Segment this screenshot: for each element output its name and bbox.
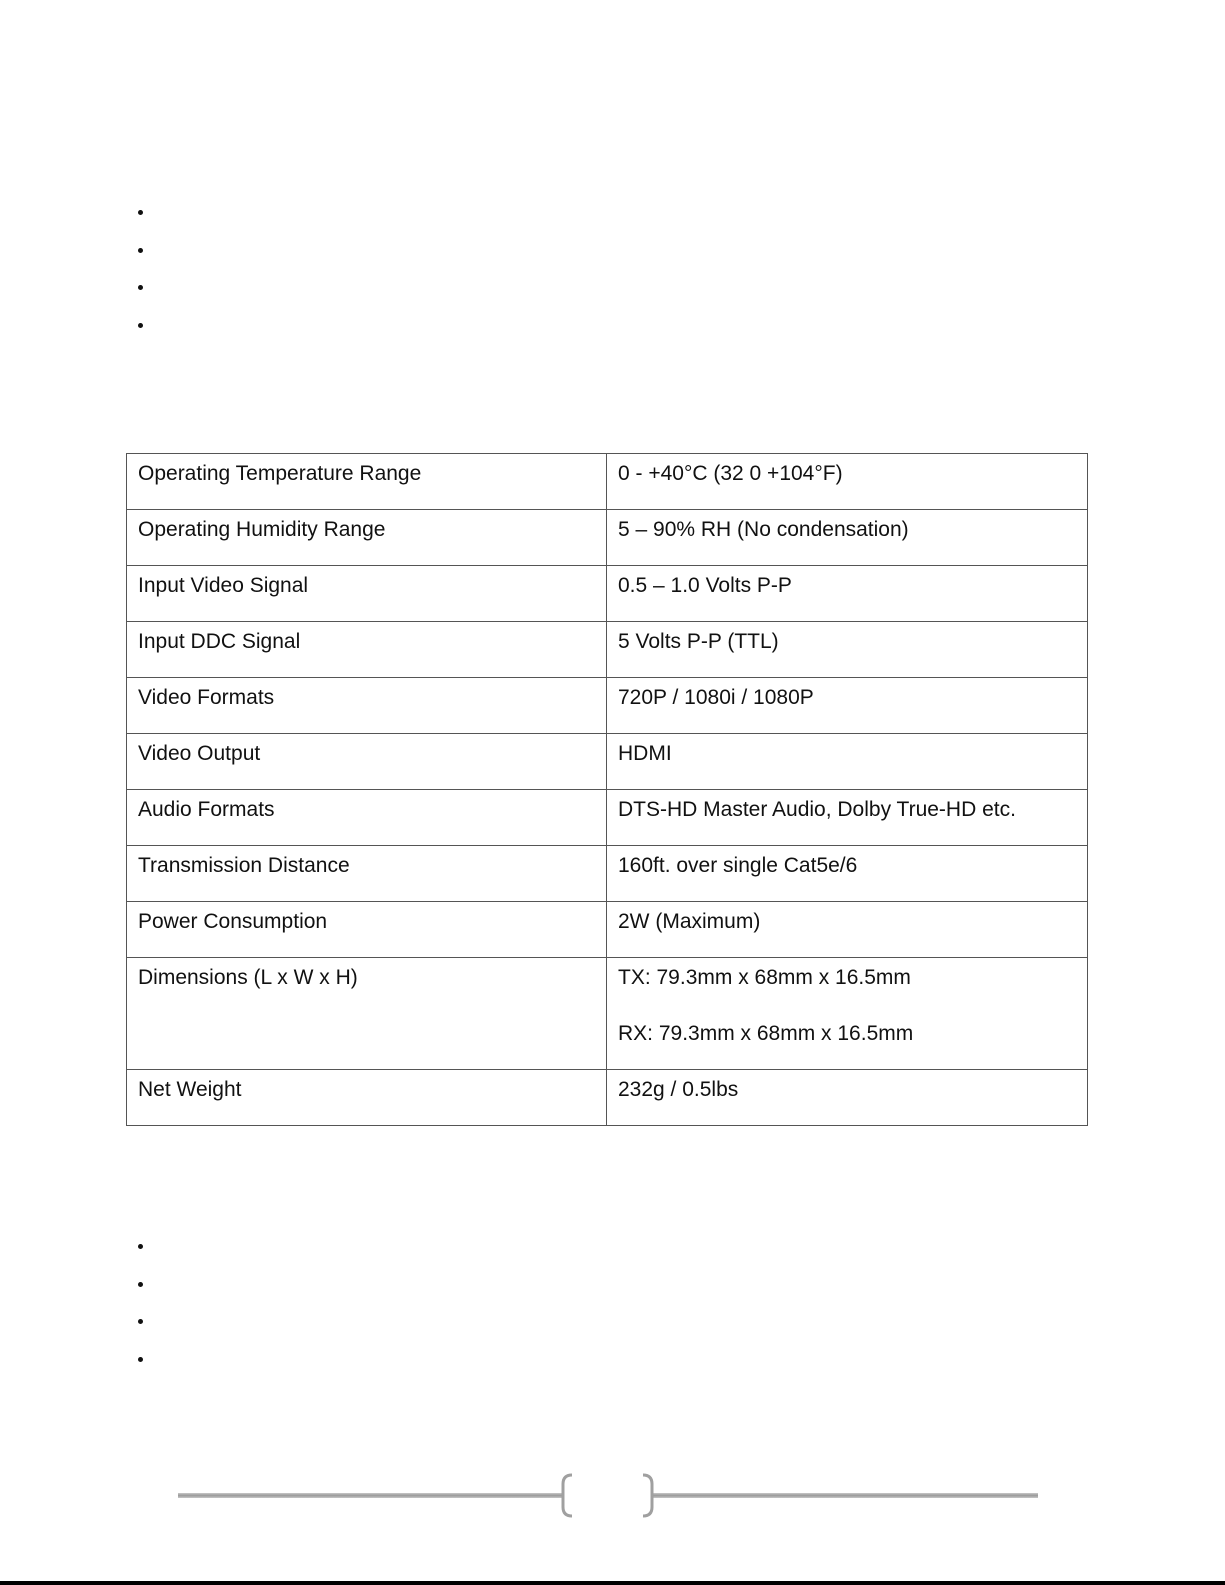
page-footer: [0, 1470, 1225, 1530]
footer-rule-right: [652, 1493, 1038, 1498]
spec-label: Power Consumption: [127, 902, 607, 958]
footer-graphic: [0, 1470, 1225, 1530]
bullet-dot: [138, 1244, 143, 1249]
table-row: [127, 958, 1088, 1070]
bullet-dot: [138, 248, 143, 253]
bullet-dot: [138, 1282, 143, 1287]
specifications-table: [126, 453, 1088, 1126]
list-item: [138, 278, 148, 316]
list-item: [138, 1350, 148, 1388]
list-item: [138, 241, 148, 279]
spec-value: [607, 566, 1088, 622]
spec-label: Input Video Signal: [127, 566, 607, 622]
spec-label: Video Output: [127, 734, 607, 790]
spec-value-text: 0.5 – 1.0 Volts P-P: [618, 574, 792, 597]
spec-value-text: 232g / 0.5lbs: [618, 1078, 739, 1101]
spec-value: [607, 622, 1088, 678]
table-row: [127, 790, 1088, 846]
spec-value-text: 5 – 90% RH (No condensation): [618, 518, 909, 541]
spec-label: Net Weight: [127, 1070, 607, 1126]
spec-value: [607, 902, 1088, 958]
bullet-dot: [138, 1357, 143, 1362]
spec-label: Operating Temperature Range: [127, 454, 607, 510]
spec-value-text: HDMI: [618, 742, 672, 765]
spec-value: [607, 958, 1088, 1070]
spec-value: [607, 510, 1088, 566]
table-row: [127, 902, 1088, 958]
spec-value: [607, 454, 1088, 510]
bullet-dot: [138, 323, 143, 328]
spec-label: Dimensions (L x W x H): [127, 958, 607, 1070]
table-row: [127, 454, 1088, 510]
table-row: [127, 734, 1088, 790]
table-row: [127, 1070, 1088, 1126]
page-number-bracket-left: [563, 1475, 572, 1516]
bullet-dot: [138, 285, 143, 290]
spec-label: Input DDC Signal: [127, 622, 607, 678]
spec-value: [607, 678, 1088, 734]
spec-value: [607, 846, 1088, 902]
spec-value: [607, 790, 1088, 846]
spec-label: Transmission Distance: [127, 846, 607, 902]
spec-label: Video Formats: [127, 678, 607, 734]
spec-value: [607, 734, 1088, 790]
table-row: [127, 846, 1088, 902]
list-item: [138, 316, 148, 354]
list-item: [138, 1237, 148, 1275]
bullet-dot: [138, 210, 143, 215]
table-row: [127, 622, 1088, 678]
spec-label: Operating Humidity Range: [127, 510, 607, 566]
spec-value-text: TX: 79.3mm x 68mm x 16.5mm: [618, 966, 911, 989]
spec-value: [607, 1070, 1088, 1126]
bullet-list-top: [138, 203, 148, 353]
list-item: [138, 1312, 148, 1350]
spec-value-text: DTS-HD Master Audio, Dolby True-HD etc.: [618, 798, 1016, 821]
spec-value-text: 160ft. over single Cat5e/6: [618, 854, 858, 877]
table-row: [127, 510, 1088, 566]
spec-value-text: 5 Volts P-P (TTL): [618, 630, 779, 653]
spec-value-text: RX: 79.3mm x 68mm x 16.5mm: [618, 1022, 914, 1045]
bullet-list-bottom: [138, 1237, 148, 1387]
list-item: [138, 1275, 148, 1313]
bottom-border-line: [0, 1581, 1225, 1585]
spec-value-text: 2W (Maximum): [618, 910, 761, 933]
footer-rule-left: [178, 1493, 563, 1498]
list-item: [138, 203, 148, 241]
page-number-bracket-right: [643, 1475, 652, 1516]
bullet-dot: [138, 1319, 143, 1324]
spec-value-text: 0 - +40°C (32 0 +104°F): [618, 462, 843, 485]
spec-label: Audio Formats: [127, 790, 607, 846]
table-row: [127, 678, 1088, 734]
table-row: [127, 566, 1088, 622]
spec-value-text: 720P / 1080i / 1080P: [618, 686, 814, 709]
